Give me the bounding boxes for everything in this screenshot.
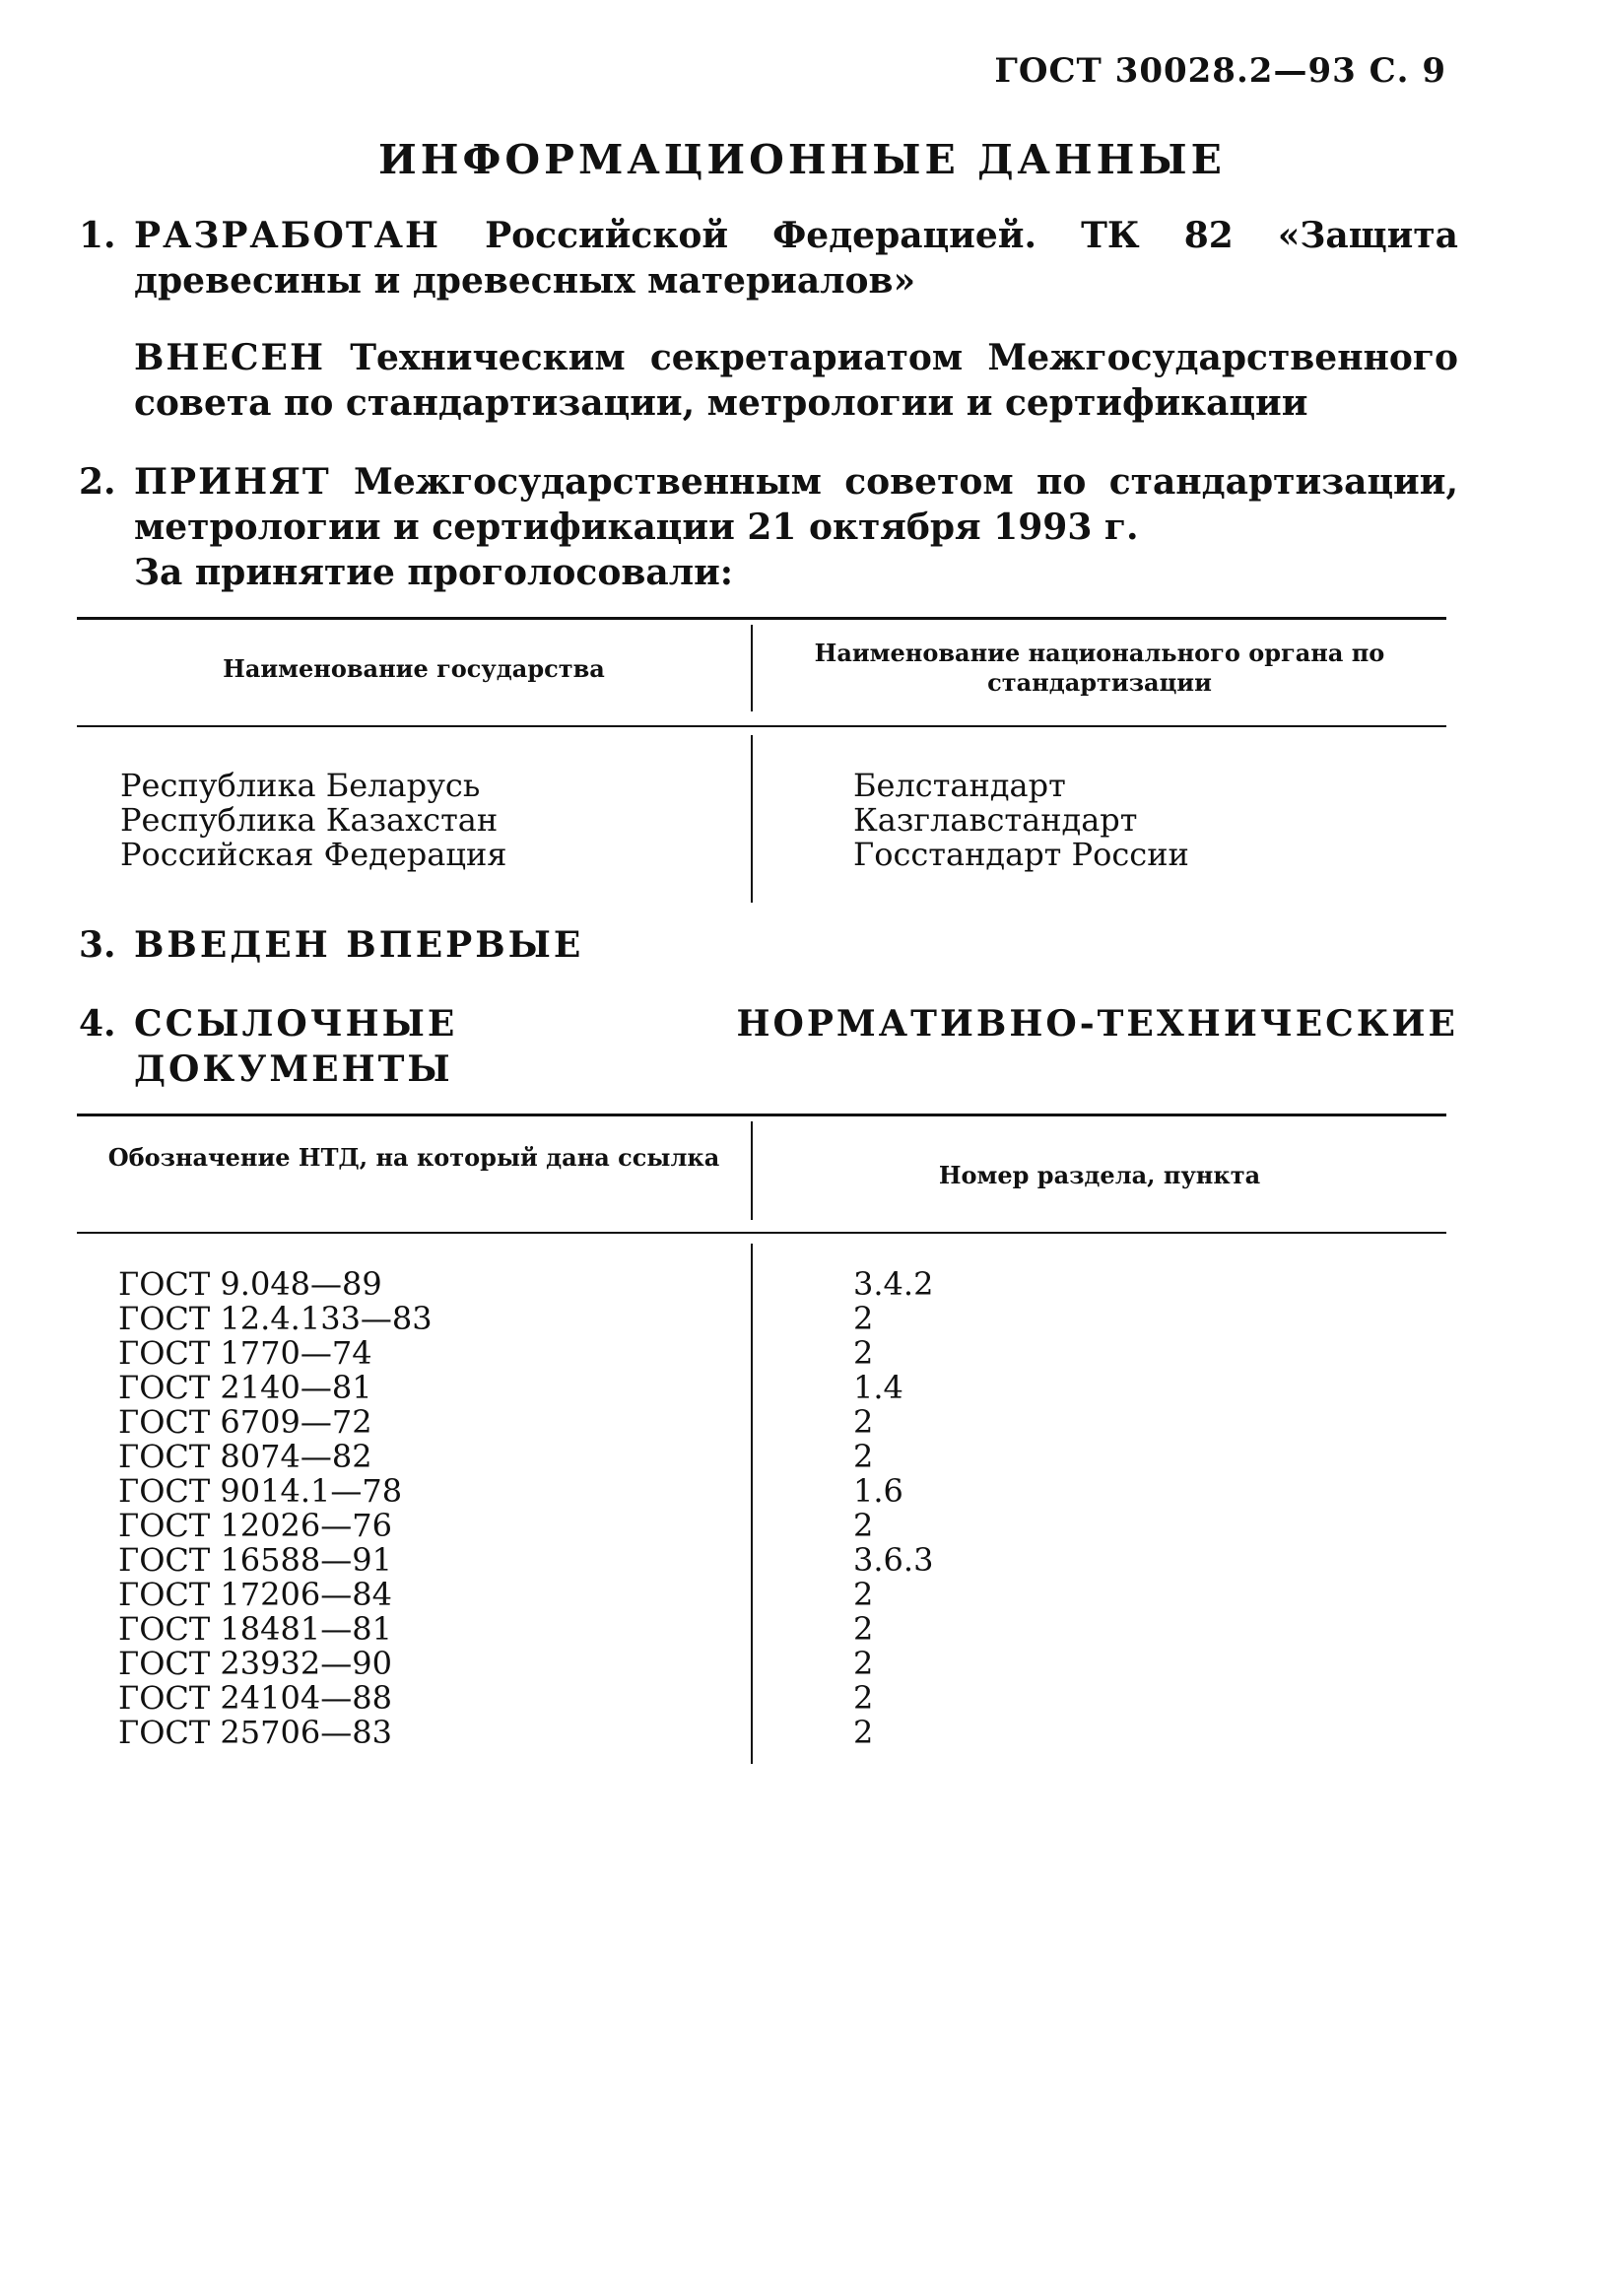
- section-3: [79, 922, 1458, 968]
- table-row: ГОСТ 17206—84: [118, 1576, 392, 1613]
- table-row: 3.6.3: [853, 1541, 934, 1579]
- table-row: ГОСТ 6709—72: [118, 1403, 372, 1441]
- section-1-introduced-keyword: ВНЕСЕН: [134, 337, 325, 378]
- section-4-number: 4.: [79, 1003, 116, 1045]
- table-row: 2: [853, 1679, 874, 1717]
- reference-header-document: Обозначение НТД, на который дана ссылка: [107, 1143, 720, 1172]
- section-1: [79, 213, 1458, 304]
- table-row: 2: [853, 1645, 874, 1682]
- section-4: [79, 1001, 1458, 1092]
- table-row: ГОСТ 9014.1—78: [118, 1472, 403, 1510]
- section-4-text: ССЫЛОЧНЫЕ НОРМАТИВНО-ТЕХНИЧЕСКИЕ ДОКУМЕНТЫ: [134, 1003, 1458, 1090]
- list-item: Российская Федерация: [120, 836, 507, 873]
- table-row: ГОСТ 23932—90: [118, 1645, 392, 1682]
- section-1-text: Российской Федерацией. ТК 82 «Защита древесины и древесных материалов»: [134, 215, 1458, 302]
- table-row: ГОСТ 18481—81: [118, 1610, 392, 1648]
- section-2-voted-line: За принятие проголосовали:: [134, 552, 734, 593]
- section-2-text: Межгосударственным советом по стандартизации, метрологии и сертификации 21 октября 1993 г.: [134, 461, 1458, 548]
- table-row: ГОСТ 2140—81: [118, 1369, 372, 1406]
- table-body-divider: [751, 1244, 753, 1764]
- table-row: ГОСТ 25706—83: [118, 1714, 392, 1751]
- table-row: 1.6: [853, 1472, 903, 1510]
- list-item: Республика Беларусь: [120, 767, 481, 804]
- section-2: [79, 459, 1458, 595]
- list-item: Белстандарт: [853, 767, 1066, 804]
- table-row: 2: [853, 1610, 874, 1648]
- section-2-keyword: ПРИНЯТ: [134, 461, 331, 503]
- table-row: ГОСТ 12.4.133—83: [118, 1300, 433, 1337]
- section-3-text: ВВЕДЕН ВПЕРВЫЕ: [134, 924, 584, 966]
- table-row: ГОСТ 1770—74: [118, 1334, 372, 1372]
- section-2-number: 2.: [79, 461, 116, 503]
- reference-sections-column: [853, 1267, 933, 1750]
- table-row: 2: [853, 1507, 874, 1544]
- list-item: Госстандарт России: [853, 836, 1189, 873]
- list-item: Казглавстандарт: [853, 801, 1138, 839]
- table-header-rule: [77, 1232, 1446, 1234]
- page-title: ИНФОРМАЦИОННЫЕ ДАННЫЕ: [378, 136, 1226, 183]
- table-row: 2: [853, 1438, 874, 1475]
- running-head: ГОСТ 30028.2—93 С. 9: [994, 51, 1446, 91]
- table-body-divider: [751, 735, 753, 903]
- table-row: ГОСТ 24104—88: [118, 1679, 392, 1717]
- table-row: ГОСТ 16588—91: [118, 1541, 392, 1579]
- table-row: ГОСТ 9.048—89: [118, 1265, 382, 1303]
- section-1-introduced-text: Техническим секретариатом Межгосударственного совета по стандартизации, метрологии и сертификации: [134, 337, 1458, 424]
- section-1-number: 1.: [79, 215, 116, 256]
- table-header-rule: [77, 725, 1446, 727]
- voting-header-state: Наименование государства: [223, 654, 605, 683]
- table-row: 2: [853, 1403, 874, 1441]
- table-row: 2: [853, 1714, 874, 1751]
- reference-header-section: Номер раздела, пункта: [938, 1161, 1261, 1189]
- table-row: ГОСТ 8074—82: [118, 1438, 372, 1475]
- voting-states-column: [120, 769, 506, 872]
- voting-header-body: Наименование национального органа по стандартизации: [814, 639, 1385, 697]
- reference-table: [77, 1114, 1446, 1764]
- table-row: 2: [853, 1334, 874, 1372]
- list-item: Республика Казахстан: [120, 801, 499, 839]
- table-row: 3.4.2: [853, 1265, 934, 1303]
- reference-documents-column: [118, 1267, 433, 1750]
- voting-bodies-column: [853, 769, 1189, 872]
- table-top-rule: [77, 617, 1446, 620]
- table-row: 2: [853, 1300, 874, 1337]
- table-row: 2: [853, 1576, 874, 1613]
- section-1-introduced: [134, 335, 1458, 426]
- section-3-number: 3.: [79, 924, 116, 966]
- table-row: 1.4: [853, 1369, 903, 1406]
- table-top-rule: [77, 1114, 1446, 1116]
- table-row: ГОСТ 12026—76: [118, 1507, 392, 1544]
- section-1-keyword: РАЗРАБОТАН: [134, 215, 440, 256]
- voting-table: [77, 617, 1446, 903]
